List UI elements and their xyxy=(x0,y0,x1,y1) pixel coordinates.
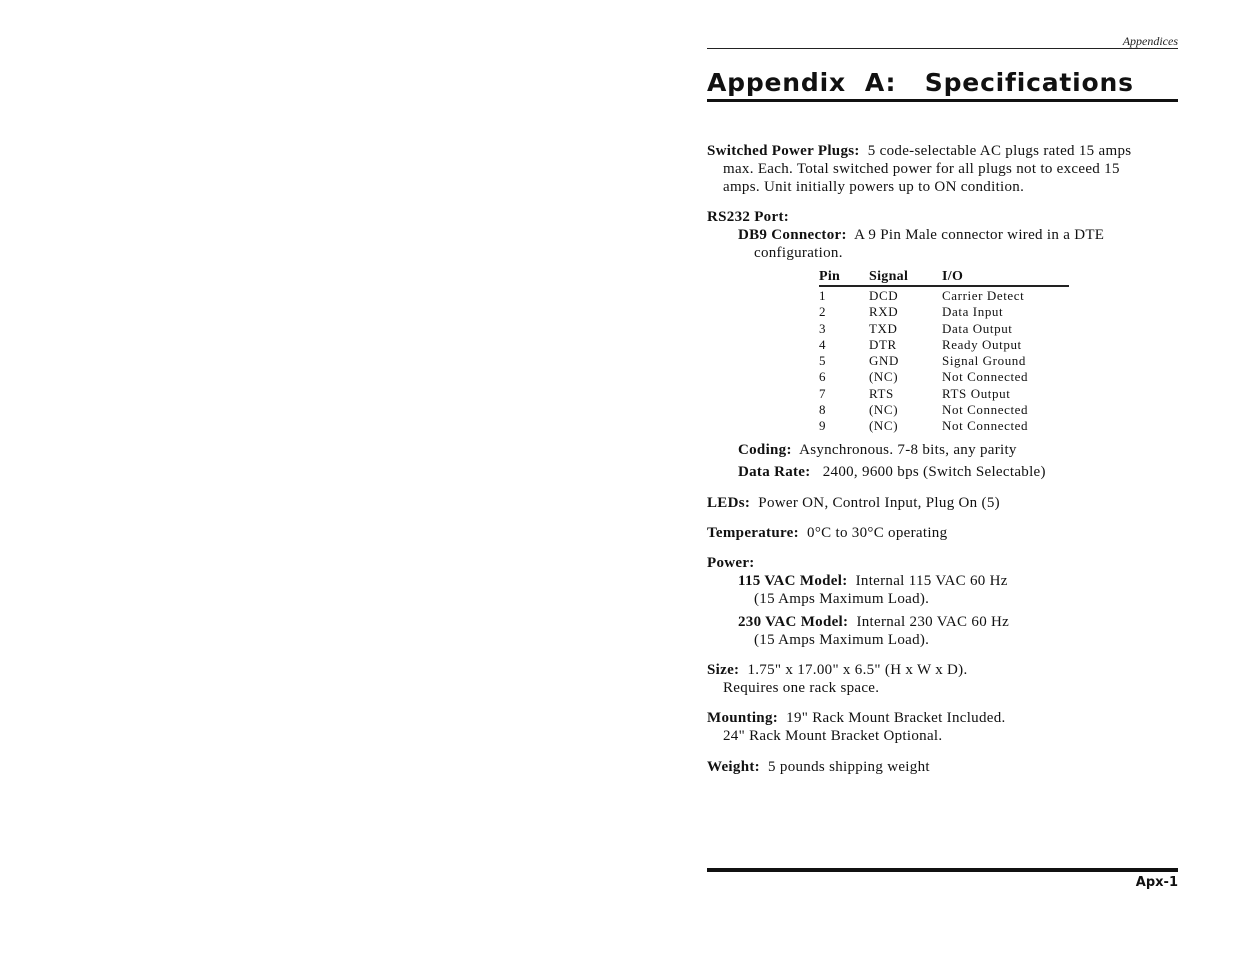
io-cell: Data Input xyxy=(942,304,1004,320)
signal-cell: (NC) xyxy=(869,369,899,385)
weight-label: Weight: xyxy=(707,758,760,775)
io-column-header: I/O xyxy=(942,268,1069,286)
switched-power-text-1: 5 code-selectable AC plugs rated 15 amps xyxy=(867,143,1132,159)
mounting-text-2: 24" Rack Mount Bracket Optional. xyxy=(723,727,943,744)
io-cell: Data Output xyxy=(942,320,1013,336)
rs232-label: RS232 Port: xyxy=(707,209,790,225)
io-cell: Signal Ground xyxy=(942,353,1026,369)
signal-cell: (NC) xyxy=(869,418,899,434)
db9-text-1: A 9 Pin Male connector wired in a DTE xyxy=(854,227,1105,243)
model-115-text-1: Internal 115 VAC 60 Hz xyxy=(855,572,1008,589)
table-row xyxy=(819,386,1069,402)
signal-cell: (NC) xyxy=(869,402,899,418)
table-row xyxy=(819,321,1069,337)
size-text-2: Requires one rack space. xyxy=(723,679,880,696)
pin-cell: 4 xyxy=(819,336,827,352)
rs232-section xyxy=(707,208,1182,481)
signal-cell: DTR xyxy=(869,336,897,352)
switched-power-section xyxy=(707,142,1182,196)
table-row xyxy=(819,369,1069,385)
pin-cell: 1 xyxy=(819,288,827,303)
io-cell: Not Connected xyxy=(942,369,1029,385)
page-title: Appendix A: Specifications xyxy=(707,68,1134,97)
signal-cell: RTS xyxy=(869,385,894,401)
pin-cell: 2 xyxy=(819,304,827,320)
switched-power-text-3: amps. Unit initially powers up to ON condition. xyxy=(723,179,1025,195)
coding-text: Asynchronous. 7-8 bits, any parity xyxy=(799,441,1017,458)
model-115-text-2: (15 Amps Maximum Load). xyxy=(754,590,930,607)
switched-power-label: Switched Power Plugs: xyxy=(707,143,860,159)
temperature-label: Temperature: xyxy=(707,524,799,541)
switched-power-text-2: max. Each. Total switched power for all plugs not to exceed 15 xyxy=(723,161,1120,177)
io-cell: Not Connected xyxy=(942,418,1029,434)
mounting-section xyxy=(707,709,1182,745)
io-cell: Not Connected xyxy=(942,402,1029,418)
leds-section xyxy=(707,494,1182,512)
model-230-label: 230 VAC Model: xyxy=(738,613,849,630)
table-row xyxy=(819,304,1069,320)
io-cell: Ready Output xyxy=(942,336,1022,352)
coding-label: Coding: xyxy=(738,441,792,458)
title-rule xyxy=(707,99,1178,102)
signal-cell: RXD xyxy=(869,304,899,320)
weight-text: 5 pounds shipping weight xyxy=(768,758,930,775)
table-row xyxy=(819,353,1069,369)
power-label: Power: xyxy=(707,554,755,571)
signal-cell: GND xyxy=(869,353,899,369)
table-row xyxy=(819,286,1069,304)
io-cell: RTS Output xyxy=(942,385,1011,401)
mounting-text-1: 19" Rack Mount Bracket Included. xyxy=(786,709,1006,726)
table-row xyxy=(819,337,1069,353)
specifications-body xyxy=(707,142,1182,776)
pin-cell: 8 xyxy=(819,402,827,418)
power-section xyxy=(707,554,1182,649)
pin-column-header: Pin xyxy=(819,268,869,286)
size-label: Size: xyxy=(707,661,740,678)
mounting-label: Mounting: xyxy=(707,709,779,726)
model-230-text-1: Internal 230 VAC 60 Hz xyxy=(856,613,1010,630)
pin-cell: 9 xyxy=(819,418,827,434)
leds-label: LEDs: xyxy=(707,494,751,511)
pin-cell: 7 xyxy=(819,385,827,401)
data-rate-label: Data Rate: xyxy=(738,463,811,480)
pinout-header-row xyxy=(819,268,1069,286)
pin-cell: 3 xyxy=(819,320,827,336)
db9-text-2: configuration. xyxy=(754,245,843,261)
signal-cell: DCD xyxy=(869,288,899,303)
footer-rule xyxy=(707,868,1178,872)
running-header: Appendices xyxy=(1122,34,1178,48)
size-text-1: 1.75" x 17.00" x 6.5" (H x W x D). xyxy=(747,661,968,678)
temperature-section xyxy=(707,524,1182,542)
signal-column-header: Signal xyxy=(869,268,942,286)
table-row xyxy=(819,402,1069,418)
header-rule xyxy=(707,48,1178,49)
db9-label: DB9 Connector: xyxy=(738,227,847,243)
pin-cell: 5 xyxy=(819,353,827,369)
temperature-text: 0°C to 30°C operating xyxy=(807,524,948,541)
io-cell: Carrier Detect xyxy=(942,288,1025,303)
pin-cell: 6 xyxy=(819,369,827,385)
data-rate-text: 2400, 9600 bps (Switch Selectable) xyxy=(822,463,1046,480)
model-115-label: 115 VAC Model: xyxy=(738,572,848,589)
table-row xyxy=(819,418,1069,434)
pinout-table xyxy=(819,268,1069,435)
size-section xyxy=(707,661,1182,697)
leds-text: Power ON, Control Input, Plug On (5) xyxy=(758,494,1000,511)
page-number: Apx-1 xyxy=(1135,875,1178,890)
model-230-text-2: (15 Amps Maximum Load). xyxy=(754,631,930,648)
weight-section xyxy=(707,758,1182,776)
signal-cell: TXD xyxy=(869,320,898,336)
